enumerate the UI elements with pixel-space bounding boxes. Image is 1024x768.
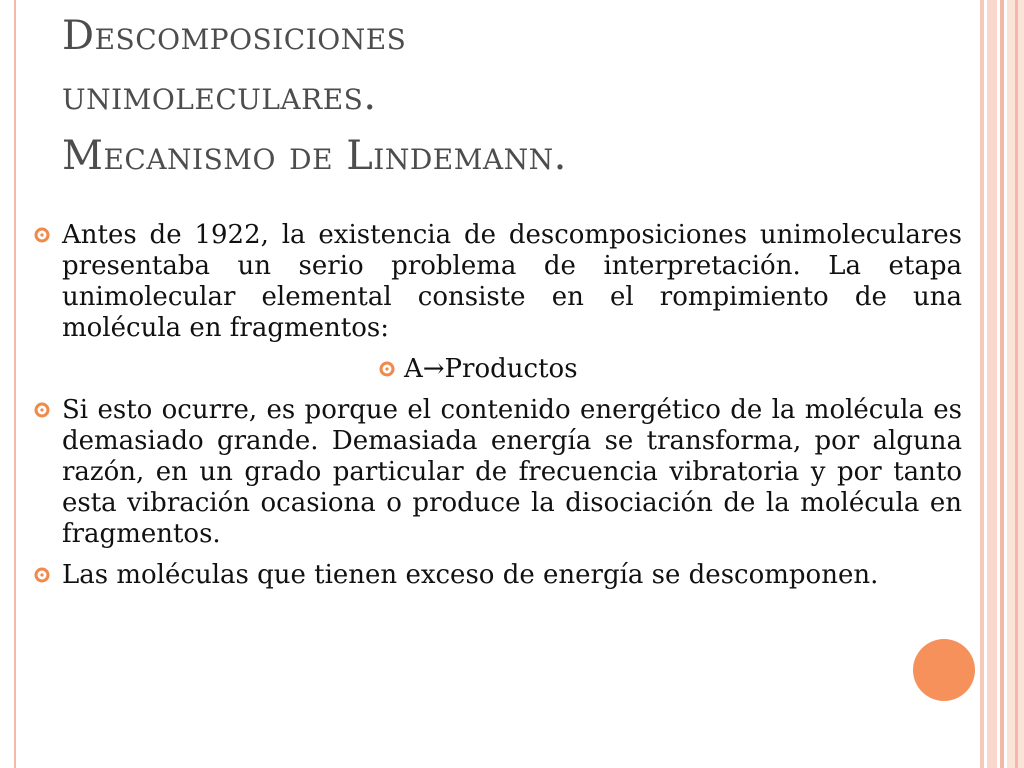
slide-title <box>62 6 962 186</box>
title-line: unimoleculares. <box>62 73 377 119</box>
bullet-text: Las moléculas que tienen exceso de energía se descomponen. <box>62 560 879 590</box>
reaction-text: A→Productos <box>404 354 578 384</box>
bullet-item <box>34 220 962 344</box>
circle-bullet-icon <box>34 402 50 418</box>
bullet-item <box>34 395 962 550</box>
orange-circle-icon <box>913 639 975 701</box>
sub-bullet-item <box>34 354 962 385</box>
right-stripe <box>1000 0 1004 768</box>
bullet-text: Antes de 1922, la existencia de descomposiciones unimoleculares presentaba un serio problema de interpretación. La etapa unimolecular elemental consiste en el rompimiento de una molécula en fragmentos: <box>62 220 962 343</box>
bullet-text: Si esto ocurre, es porque el contenido energético de la molécula es demasiado grande. Demasiada energía se transforma, por alguna razón, en un grado particular de frecuencia vibratoria y por tanto esta vibración ocasiona o produce la disociación de la molécula en fragmentos. <box>62 395 962 549</box>
right-stripe <box>987 0 997 768</box>
title-line: Mecanismo de Lindemann. <box>62 133 567 179</box>
left-border-line <box>14 0 16 768</box>
circle-bullet-icon <box>379 361 395 377</box>
right-stripe <box>1015 0 1018 768</box>
circle-bullet-icon <box>34 227 50 243</box>
circle-bullet-icon <box>34 567 50 583</box>
bullet-item <box>34 560 962 591</box>
right-stripe <box>980 0 984 768</box>
slide-body <box>34 220 962 601</box>
title-line: Descomposiciones <box>62 13 407 59</box>
